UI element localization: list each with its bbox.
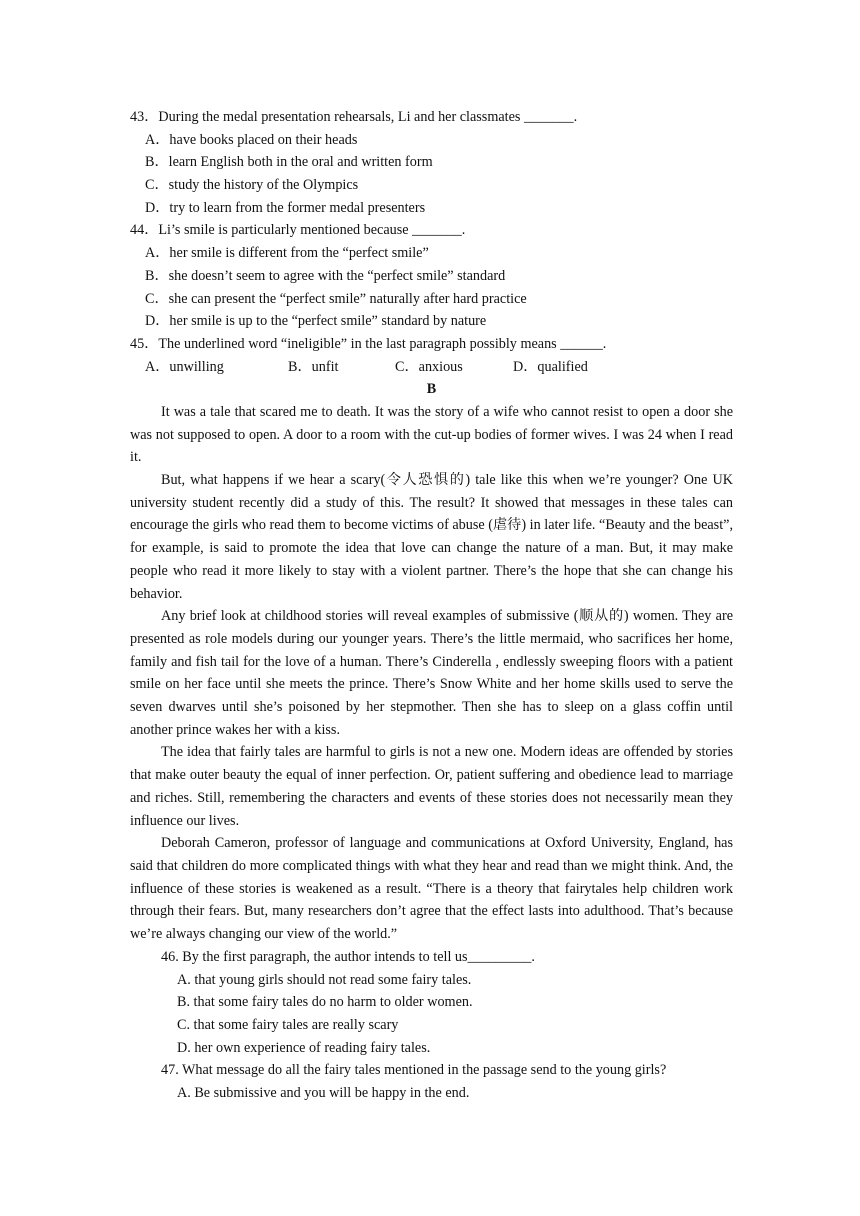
- question-45-option-c: C．anxious: [395, 358, 463, 375]
- question-46-option-a: A. that young girls should not read some fairy tales.: [177, 971, 472, 988]
- question-45-option-d: D．qualified: [513, 358, 588, 375]
- question-44-option-c: C．she can present the “perfect smile” naturally after hard practice: [145, 290, 527, 307]
- passage-paragraph-2: But, what happens if we hear a scary(令人恐惧的) tale like this when we’re younger? One UK university student recently did a study of this. The result? It showed that messages in these tales can encourage the girls who read them to become victims of abuse (虐待) in later life. “Beauty and the beast”, for example, is said to promote the idea that love can change the nature of a man. But, it may make people who read it more likely to stay with a violent partner. There’s the hope that she can change his behavior.: [130, 472, 733, 602]
- question-46-option-c: C. that some fairy tales are really scary: [177, 1016, 399, 1033]
- question-46-stem: 46. By the first paragraph, the author intends to tell us_________.: [161, 948, 535, 965]
- question-43-stem: 43．During the medal presentation rehearsals, Li and her classmates _______.: [130, 109, 578, 125]
- exam-page: [130, 106, 733, 1105]
- passage-paragraph-3: Any brief look at childhood stories will reveal examples of submissive (顺从的) women. They are presented as role models during our younger years. There’s the little mermaid, who sacrifices her home, family and fish tail for the love of a human. There’s Cinderella , endlessly sweeping floors with a patient smile on her face until she meets the prince. There’s Snow White and her home skills used to serve the seven dwarves until she’s poisoned by her stepmother. Then she has to sleep on a glass coffin until another prince wakes her with a kiss.: [130, 608, 733, 738]
- passage-paragraph-1: It was a tale that scared me to death. It was the story of a wife who cannot resist to open a door she was not supposed to open. A door to a room with the cut-up bodies of former wives. I was 24 when I read it.: [130, 403, 733, 466]
- question-46-option-b: B. that some fairy tales do no harm to older women.: [177, 994, 473, 1011]
- passage-paragraph-5: Deborah Cameron, professor of language and communications at Oxford University, England, has said that children do more complicated things with what they hear and read than we might think. And, the influence of these stories is weakened as a result. “There is a theory that fairytales help children work through their fears. But, many researchers don’t agree that the effect lasts into adulthood. That’s because we’re always changing our view of the world.”: [130, 835, 733, 943]
- question-44-option-b: B．she doesn’t seem to agree with the “perfect smile” standard: [145, 267, 506, 284]
- question-44-stem: 44．Li’s smile is particularly mentioned because _______.: [130, 222, 466, 239]
- passage-paragraph-4: The idea that fairly tales are harmful to girls is not a new one. Modern ideas are offended by stories that make outer beauty the equal of inner perfection. Or, patient suffering and obedience lead to marriage and riches. Still, remembering the characters and events of these stories does not necessarily mean they influence our lives.: [130, 744, 733, 829]
- question-44-option-a: A．her smile is different from the “perfect smile”: [145, 245, 429, 262]
- question-47-stem: 47. What message do all the fairy tales mentioned in the passage send to the young girls?: [161, 1062, 667, 1079]
- question-43-option-c: C．study the history of the Olympics: [145, 177, 359, 194]
- question-45-stem: 45．The underlined word “ineligible” in the last paragraph possibly means ______.: [130, 335, 607, 352]
- question-47-option-a: A. Be submissive and you will be happy in the end.: [177, 1084, 470, 1101]
- question-45-option-a: A．unwilling: [145, 358, 224, 375]
- question-45-option-b: B．unfit: [288, 358, 339, 375]
- question-43-option-d: D．try to learn from the former medal presenters: [145, 199, 426, 216]
- question-45-options: [130, 356, 733, 379]
- section-b-heading: B: [426, 381, 437, 398]
- question-44-option-d: D．her smile is up to the “perfect smile” standard by nature: [145, 313, 487, 330]
- question-43-option-a: A．have books placed on their heads: [145, 131, 358, 148]
- question-43-option-b: B．learn English both in the oral and written form: [145, 154, 433, 171]
- question-46-option-d: D. her own experience of reading fairy tales.: [177, 1039, 431, 1056]
